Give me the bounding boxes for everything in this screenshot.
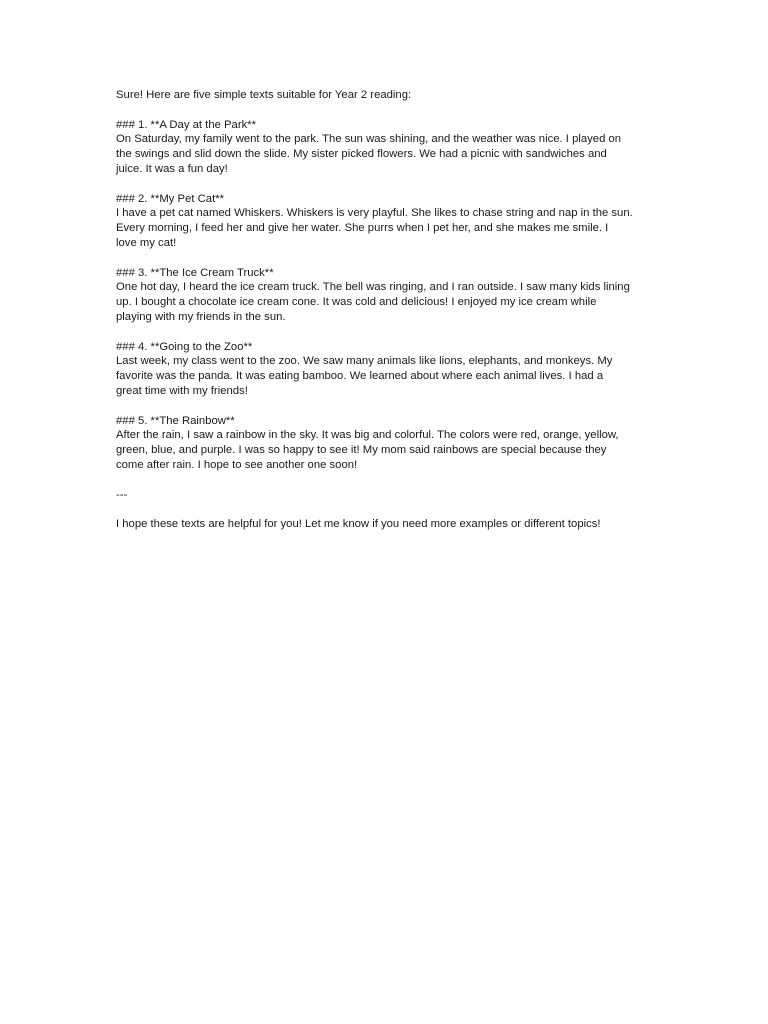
story-5 — [116, 414, 661, 473]
story-4 — [116, 340, 661, 399]
separator: --- — [116, 488, 128, 501]
story-2 — [116, 192, 661, 251]
story-line: favorite was the panda. It was eating bamboo. We learned about where each animal lives. I had a — [116, 370, 604, 383]
story-line: After the rain, I saw a rainbow in the sky. It was big and colorful. The colors were red, orange, yellow, — [116, 429, 619, 442]
story-line: come after rain. I hope to see another one soon! — [116, 458, 358, 471]
document-page — [116, 88, 661, 547]
story-line: green, blue, and purple. I was so happy to see it! My mom said rainbows are special because they — [116, 444, 607, 457]
story-heading: ### 3. **The Ice Cream Truck** — [116, 266, 274, 279]
story-line: playing with my friends in the sun. — [116, 310, 286, 323]
story-line: Every morning, I feed her and give her water. She purrs when I pet her, and she makes me smile. I — [116, 222, 609, 235]
intro-text: Sure! Here are five simple texts suitable for Year 2 reading: — [116, 89, 412, 101]
story-line: juice. It was a fun day! — [116, 162, 228, 175]
story-3 — [116, 266, 661, 325]
story-line: I have a pet cat named Whiskers. Whiskers is very playful. She likes to chase string and nap in the sun. — [116, 207, 633, 220]
story-line: On Saturday, my family went to the park. The sun was shining, and the weather was nice. I played on — [116, 133, 622, 146]
closing-text: I hope these texts are helpful for you! Let me know if you need more examples or different topics! — [116, 518, 601, 531]
story-line: the swings and slid down the slide. My sister picked flowers. We had a picnic with sandwiches and — [116, 148, 607, 161]
story-heading: ### 5. **The Rainbow** — [116, 414, 235, 427]
story-heading: ### 2. **My Pet Cat** — [116, 192, 225, 205]
story-line: love my cat! — [116, 236, 177, 249]
story-line: Last week, my class went to the zoo. We saw many animals like lions, elephants, and monkeys. My — [116, 355, 613, 368]
story-line: up. I bought a chocolate ice cream cone. It was cold and delicious! I enjoyed my ice cream while — [116, 296, 597, 309]
story-line: great time with my friends! — [116, 384, 248, 397]
story-heading: ### 1. **A Day at the Park** — [116, 118, 257, 131]
story-heading: ### 4. **Going to the Zoo** — [116, 340, 253, 353]
story-line: One hot day, I heard the ice cream truck. The bell was ringing, and I ran outside. I saw many kids lining — [116, 281, 630, 294]
story-1 — [116, 118, 661, 177]
